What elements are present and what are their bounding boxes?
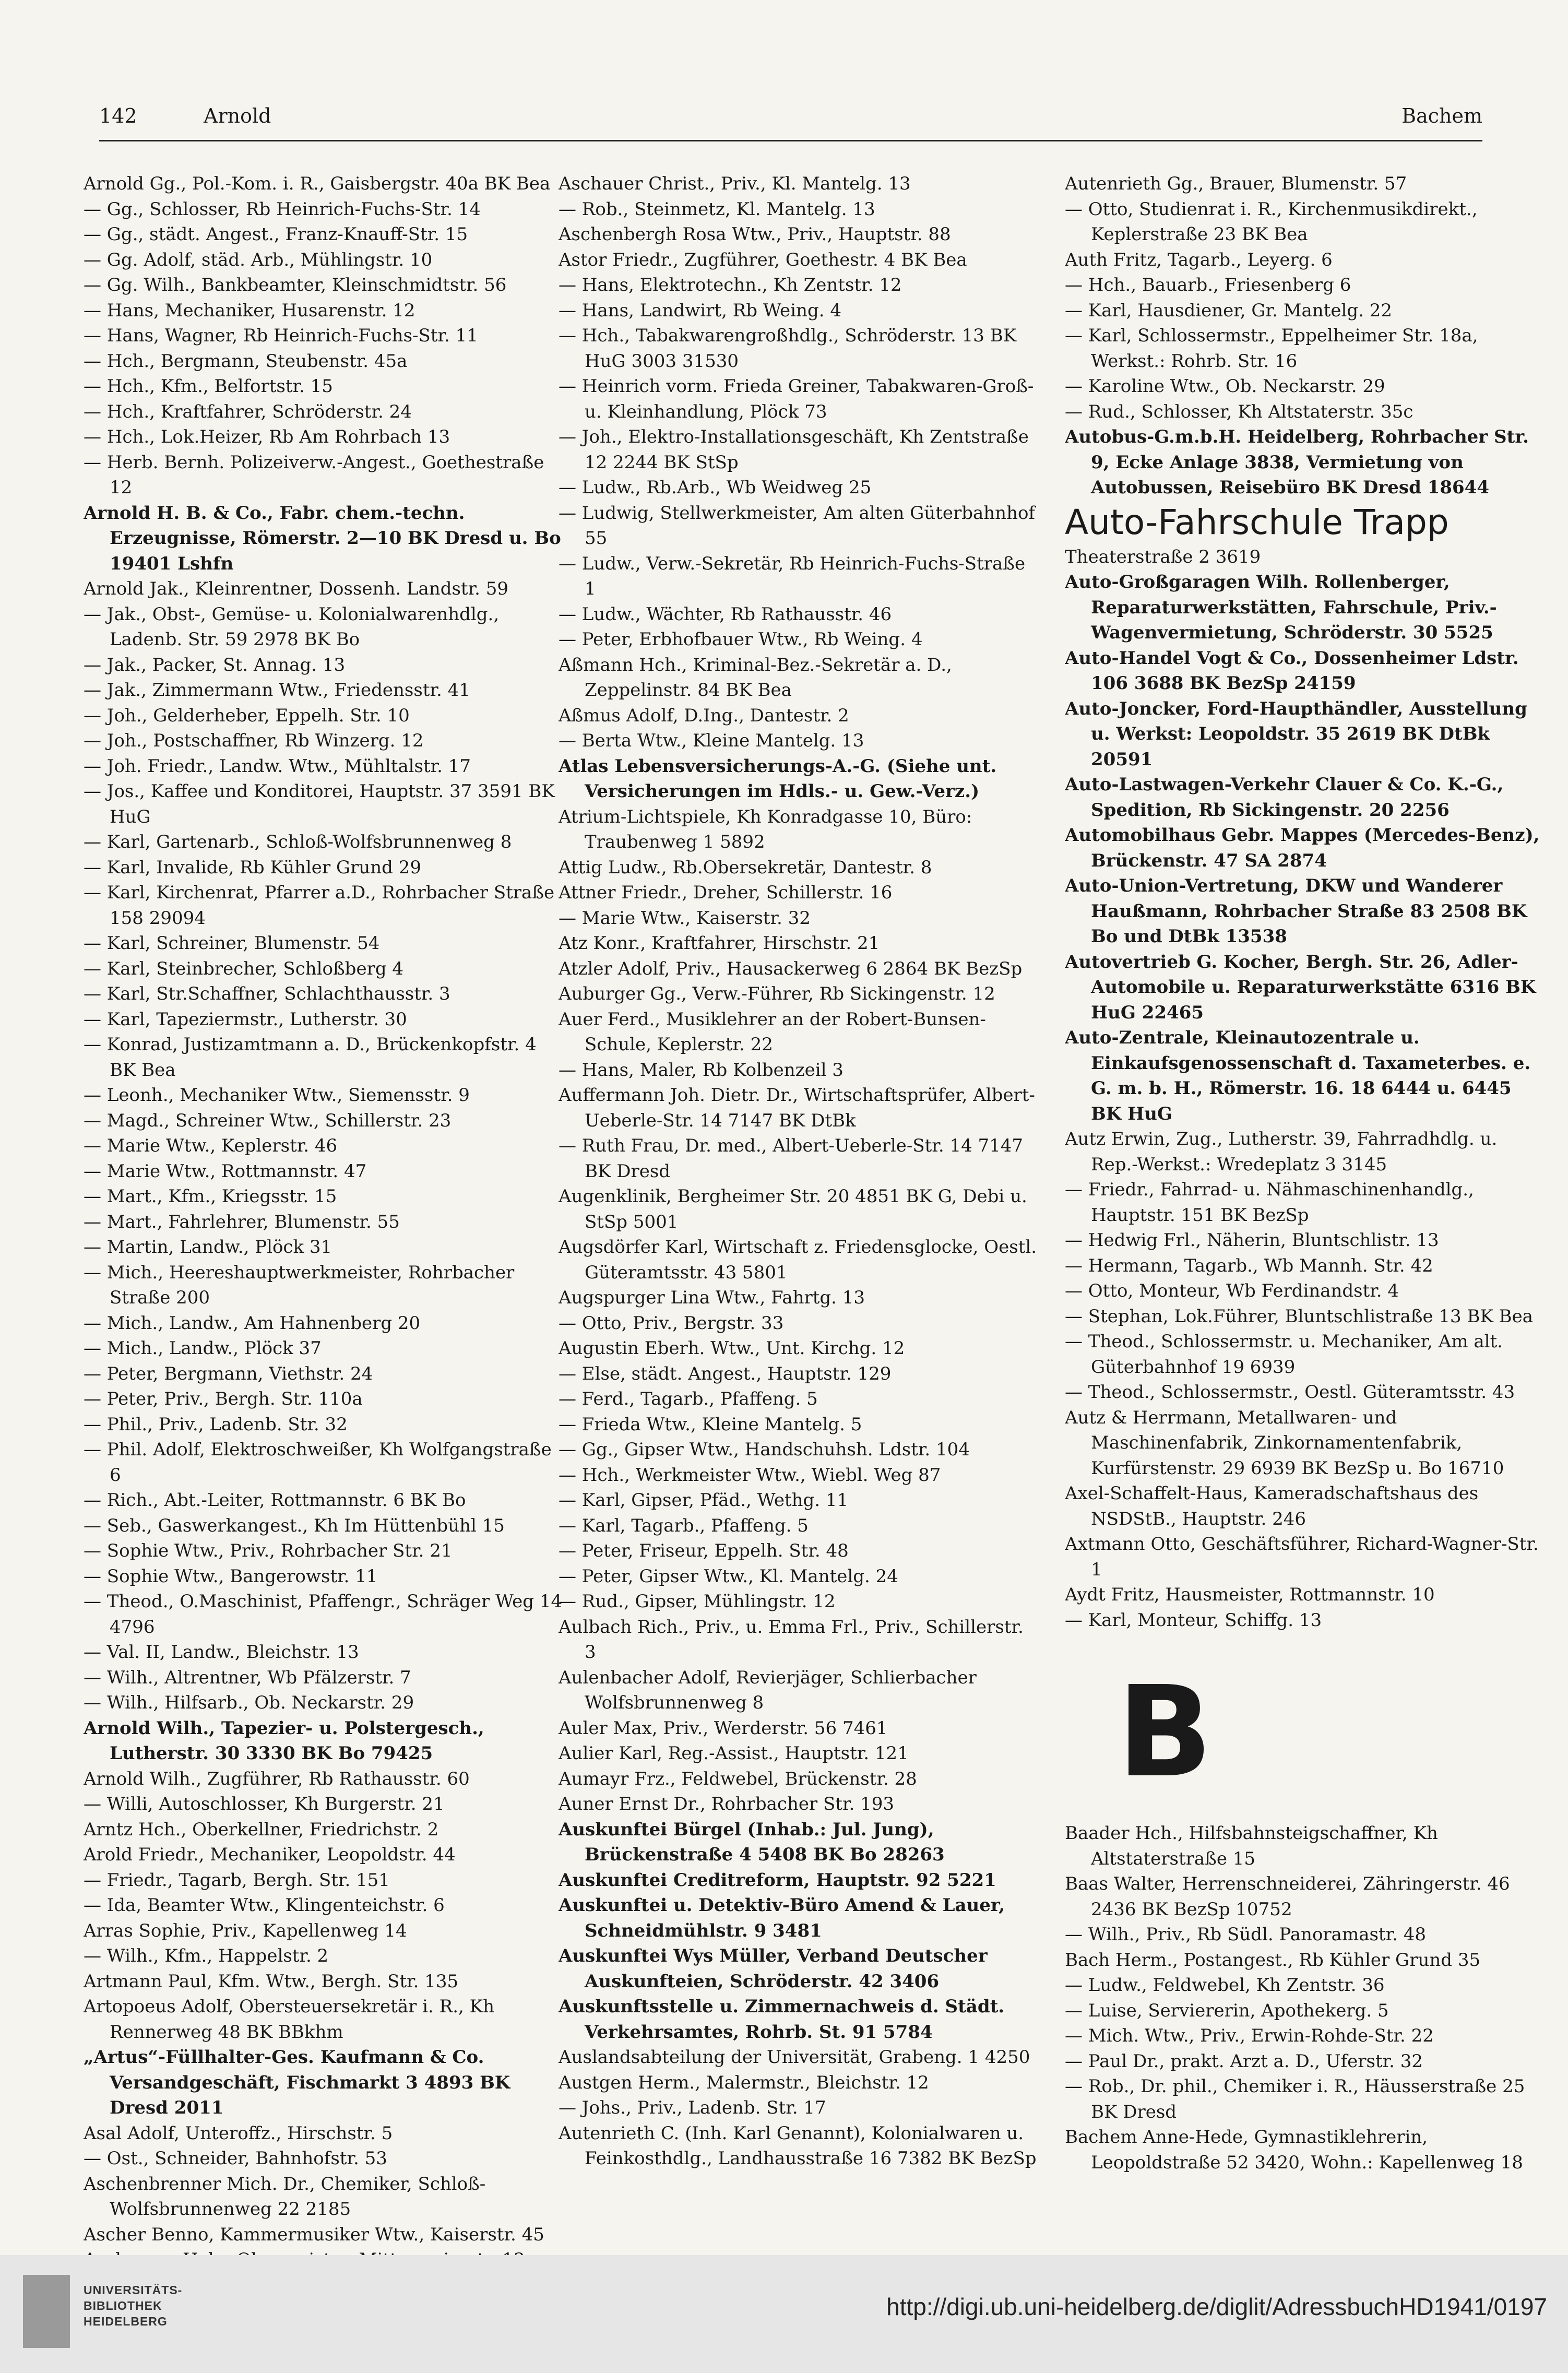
directory-entry: — Mart., Kfm., Kriegsstr. 15 [84, 1186, 337, 1207]
directory-entry: Autz Erwin, Zug., Lutherstr. 39, Fahrradhdlg. u. Rep.-Werkst.: Wredeplatz 3 3145 [1065, 1129, 1498, 1175]
directory-entry: — Jos., Kaffee und Konditorei, Hauptstr. 37 3591 BK HuG [84, 781, 555, 827]
directory-entry: Auffermann Joh. Dietr. Dr., Wirtschaftsprüfer, Albert-Ueberle-Str. 14 7147 BK DtBk [559, 1085, 1035, 1131]
ad-address: Theaterstraße 2 3619 [1065, 546, 1261, 567]
directory-entry: Aßmann Hch., Kriminal-Bez.-Sekretär a. D., Zeppelinstr. 84 BK Bea [559, 654, 952, 701]
directory-entry: — Rud., Gipser, Mühlingstr. 12 [559, 1591, 836, 1612]
left-running-head: Arnold [204, 104, 271, 127]
directory-entry: Attner Friedr., Dreher, Schillerstr. 16 [559, 882, 893, 903]
ad-name: Auto-Fahrschule Trapp [1065, 502, 1449, 542]
directory-entry: — Seb., Gaswerkangest., Kh Im Hüttenbühl 15 [84, 1515, 505, 1536]
directory-entry: Auto-Großgaragen Wilh. Rollenberger, Reparaturwerkstätten, Fahrschule, Priv.-Wagenvermietung, Schröderstr. 30 5525 [1065, 572, 1497, 643]
directory-entry: — Hch., Tabakwarengroßhdlg., Schröderstr. 13 BK HuG 3003 31530 [559, 325, 1017, 372]
directory-entry: — Martin, Landw., Plöck 31 [84, 1237, 332, 1257]
directory-entry: Aydt Fritz, Hausmeister, Rottmannstr. 10 [1065, 1584, 1435, 1605]
directory-entry: Artopoeus Adolf, Obersteuersekretär i. R., Kh Rennerweg 48 BK BBkhm [84, 1996, 494, 2043]
directory-entry: Auler Max, Priv., Werderstr. 56 7461 [559, 1717, 888, 1739]
directory-entry: — Peter, Bergmann, Viethstr. 24 [84, 1363, 373, 1384]
directory-entry: Auner Ernst Dr., Rohrbacher Str. 193 [559, 1794, 894, 1814]
directory-entry: — Gg. Wilh., Bankbeamter, Kleinschmidtstr. 56 [84, 275, 507, 295]
directory-entry: — Frieda Wtw., Kleine Mantelg. 5 [559, 1414, 862, 1435]
directory-entry: — Theod., Schlossermstr., Oestl. Güteramtsstr. 43 [1065, 1382, 1515, 1403]
directory-entry: — Karl, Gartenarb., Schloß-Wolfsbrunnenweg 8 [84, 832, 512, 852]
directory-entry: — Joh., Postschaffner, Rb Winzerg. 12 [84, 730, 424, 751]
header-rule [99, 140, 1482, 141]
directory-entry: Axtmann Otto, Geschäftsführer, Richard-Wagner-Str. 1 [1065, 1534, 1539, 1580]
directory-entry: — Gg., Schlosser, Rb Heinrich-Fuchs-Str. 14 [84, 198, 481, 220]
directory-entry: — Ludw., Rb.Arb., Wb Weidweg 25 [559, 477, 872, 498]
directory-entry: — Magd., Schreiner Wtw., Schillerstr. 23 [84, 1110, 452, 1131]
directory-entry: — Mich., Landw., Am Hahnenberg 20 [84, 1312, 421, 1334]
directory-column-3 [1065, 171, 1540, 2175]
directory-entry: — Ludw., Verw.-Sekretär, Rb Heinrich-Fuchs-Straße 1 [559, 553, 1026, 599]
directory-entry: — Ludw., Wächter, Rb Rathausstr. 46 [559, 603, 892, 625]
directory-entry: — Hch., Kfm., Belfortstr. 15 [84, 376, 333, 397]
directory-entry: Auto-Zentrale, Kleinautozentrale u. Einkaufsgenossenschaft d. Taxameterbes. e. G. m. b. H., Römerstr. 16. 18 6444 u. 6445 BK HuG [1065, 1027, 1531, 1124]
directory-entry: Arnold Wilh., Zugführer, Rb Rathausstr. 60 [84, 1768, 470, 1789]
directory-entry: Automobilhaus Gebr. Mappes (Mercedes-Benz), Brückenstr. 47 SA 2874 [1065, 825, 1540, 871]
directory-entry: — Paul Dr., prakt. Arzt a. D., Uferstr. 32 [1065, 2050, 1423, 2072]
directory-entry: Baas Walter, Herrenschneiderei, Zähringerstr. 46 2436 BK BezSp 10752 [1065, 1873, 1510, 1920]
directory-entry: — Stephan, Lok.Führer, Bluntschlistraße 13 BK Bea [1065, 1306, 1534, 1327]
column-3-part-b [1065, 569, 1540, 1633]
directory-entry: Artmann Paul, Kfm. Wtw., Bergh. Str. 135 [84, 1971, 459, 1992]
directory-entry: — Jak., Packer, St. Annag. 13 [84, 654, 346, 675]
directory-entry: Atlas Lebensversicherungs-A.-G. (Siehe unt. Versicherungen im Hdls.- u. Gew.-Verz.) [559, 755, 997, 802]
directory-entry: Ascher Benno, Kammermusiker Wtw., Kaiserstr. 45 [84, 2224, 544, 2245]
directory-entry: — Marie Wtw., Kaiserstr. 32 [559, 907, 811, 929]
directory-entry: — Karl, Schreiner, Blumenstr. 54 [84, 933, 380, 954]
directory-entry: Auto-Union-Vertretung, DKW und Wanderer Haußmann, Rohrbacher Straße 83 2508 BK Bo und DtBk 13538 [1065, 875, 1527, 947]
directory-entry: — Phil. Adolf, Elektroschweißer, Kh Wolfgangstraße 6 [84, 1439, 552, 1486]
directory-entry: — Wilh., Altrentner, Wb Pfälzerstr. 7 [84, 1667, 411, 1688]
directory-entry: Auth Fritz, Tagarb., Leyerg. 6 [1065, 249, 1333, 270]
directory-entry: Auto-Handel Vogt & Co., Dossenheimer Ldstr. 106 3688 BK BezSp 24159 [1065, 647, 1519, 694]
directory-entry: Auskunftei u. Detektiv-Büro Amend & Lauer, Schneidmühlstr. 9 3481 [559, 1895, 1005, 1941]
directory-entry: — Willi, Autoschlosser, Kh Burgerstr. 21 [84, 1794, 445, 1814]
directory-entry: Axel-Schaffelt-Haus, Kameradschaftshaus des NSDStB., Hauptstr. 246 [1065, 1483, 1479, 1529]
directory-entry: — Ost., Schneider, Bahnhofstr. 53 [84, 2148, 387, 2169]
directory-entry: — Jak., Obst-, Gemüse- u. Kolonialwarenhdlg., Ladenb. Str. 59 2978 BK Bo [84, 603, 500, 650]
directory-entry: Aumayr Frz., Feldwebel, Brückenstr. 28 [559, 1768, 917, 1789]
directory-entry: — Karl, Steinbrecher, Schloßberg 4 [84, 958, 404, 979]
directory-entry: Auburger Gg., Verw.-Führer, Rb Sickingenstr. 12 [559, 983, 995, 1004]
directory-entry: — Karl, Invalide, Rb Kühler Grund 29 [84, 857, 421, 878]
directory-entry: Auto-Joncker, Ford-Haupthändler, Ausstellung u. Werkst: Leopoldstr. 35 2619 BK DtBk 20591 [1065, 698, 1527, 770]
directory-entry: Aulenbacher Adolf, Revierjäger, Schlierbacher Wolfsbrunnenweg 8 [559, 1667, 977, 1713]
directory-entry: Augustin Eberh. Wtw., Unt. Kirchg. 12 [559, 1338, 905, 1359]
directory-entry: — Otto, Priv., Bergstr. 33 [559, 1312, 784, 1334]
directory-entry: — Peter, Erbhofbauer Wtw., Rb Weing. 4 [559, 629, 923, 650]
directory-entry: — Sophie Wtw., Bangerowstr. 11 [84, 1565, 378, 1587]
directory-entry: — Hedwig Frl., Näherin, Bluntschlistr. 13 [1065, 1230, 1439, 1251]
directory-entry: — Hans, Mechaniker, Husarenstr. 12 [84, 300, 415, 321]
directory-entry: — Ludw., Feldwebel, Kh Zentstr. 36 [1065, 1975, 1385, 1996]
directory-entry: Arnold Gg., Pol.-Kom. i. R., Gaisbergstr. 40a BK Bea [84, 173, 551, 194]
directory-entry: „Artus“-Füllhalter-Ges. Kaufmann & Co. Versandgeschäft, Fischmarkt 3 4893 BK Dresd 2011 [84, 2047, 510, 2118]
directory-entry: — Ida, Beamter Wtw., Klingenteichstr. 6 [84, 1895, 445, 1916]
directory-entry: — Joh. Friedr., Landw. Wtw., Mühltalstr. 17 [84, 755, 471, 777]
directory-entry: Aschauer Christ., Priv., Kl. Mantelg. 13 [559, 173, 911, 194]
directory-entry: — Friedr., Fahrrad- u. Nähmaschinenhandlg., Hauptstr. 151 BK BezSp [1065, 1179, 1474, 1226]
directory-entry: Astor Friedr., Zugführer, Goethestr. 4 BK Bea [559, 249, 967, 270]
directory-entry: Autovertrieb G. Kocher, Bergh. Str. 26, Adler-Automobile u. Reparaturwerkstätte 6316 BK HuG 22465 [1065, 951, 1536, 1023]
directory-entry: — Karl, Monteur, Schiffg. 13 [1065, 1609, 1322, 1631]
directory-entry: — Gg., Gipser Wtw., Handschuhsh. Ldstr. 104 [559, 1439, 970, 1460]
directory-entry: Auer Ferd., Musiklehrer an der Robert-Bunsen-Schule, Keplerstr. 22 [559, 1008, 986, 1055]
directory-entry: — Wilh., Kfm., Happelstr. 2 [84, 1945, 329, 1966]
directory-entry: — Hans, Elektrotechn., Kh Zentstr. 12 [559, 275, 902, 295]
directory-entry: Arntz Hch., Oberkellner, Friedrichstr. 2 [84, 1819, 439, 1840]
directory-entry: — Rob., Steinmetz, Kl. Mantelg. 13 [559, 198, 875, 220]
directory-entry: — Wilh., Hilfsarb., Ob. Neckarstr. 29 [84, 1692, 414, 1713]
directory-entry: — Mich. Wtw., Priv., Erwin-Rohde-Str. 22 [1065, 2025, 1434, 2046]
directory-entry: — Otto, Monteur, Wb Ferdinandstr. 4 [1065, 1280, 1399, 1301]
directory-entry: — Hch., Bauarb., Friesenberg 6 [1065, 275, 1351, 295]
directory-entry: — Johs., Priv., Ladenb. Str. 17 [559, 2097, 826, 2118]
directory-entry: Auskunftei Wys Müller, Verband Deutscher Auskunfteien, Schröderstr. 42 3406 [559, 1945, 988, 1992]
directory-entry: — Joh., Elektro-Installationsgeschäft, Kh Zentstraße 12 2244 BK StSp [559, 426, 1029, 473]
page-number: 142 [99, 104, 137, 127]
directory-entry: Atzler Adolf, Priv., Hausackerweg 6 2864 BK BezSp [559, 958, 1023, 979]
directory-entry: — Jak., Zimmermann Wtw., Friedensstr. 41 [84, 680, 470, 701]
directory-entry: — Otto, Studienrat i. R., Kirchenmusikdirekt., Keplerstraße 23 BK Bea [1065, 198, 1478, 245]
directory-entry: Autz & Herrmann, Metallwaren- und Maschinenfabrik, Zinkornamentenfabrik, Kurfürstenstr. 29 6939 BK BezSp u. Bo 16710 [1065, 1407, 1504, 1479]
directory-entry: Asal Adolf, Unteroffz., Hirschstr. 5 [84, 2122, 393, 2144]
directory-entry: — Gg. Adolf, städ. Arb., Mühlingstr. 10 [84, 249, 433, 270]
directory-entry: Aßmus Adolf, D.Ing., Dantestr. 2 [559, 705, 849, 726]
directory-entry: Augsdörfer Karl, Wirtschaft z. Friedensglocke, Oestl. Güteramtsstr. 43 5801 [559, 1237, 1037, 1283]
directory-entry: — Konrad, Justizamtmann a. D., Brückenkopfstr. 4 BK Bea [84, 1034, 537, 1081]
section-letter: B [1117, 1659, 1213, 1805]
directory-entry: — Rich., Abt.-Leiter, Rottmannstr. 6 BK Bo [84, 1490, 466, 1511]
directory-entry: — Marie Wtw., Rottmannstr. 47 [84, 1160, 367, 1182]
directory-entry: — Ruth Frau, Dr. med., Albert-Ueberle-Str. 14 7147 BK Dresd [559, 1135, 1024, 1182]
directory-entry: — Sophie Wtw., Priv., Rohrbacher Str. 21 [84, 1540, 453, 1561]
directory-entry: Autenrieth Gg., Brauer, Blumenstr. 57 [1065, 173, 1407, 194]
right-running-head: Bachem [1401, 104, 1482, 127]
directory-entry: Atrium-Lichtspiele, Kh Konradgasse 10, Büro: Traubenweg 1 5892 [559, 806, 972, 852]
directory-column-1 [84, 171, 563, 2273]
driving-school-advertisement [1065, 501, 1519, 570]
directory-entry: — Joh., Gelderheber, Eppelh. Str. 10 [84, 705, 410, 726]
directory-entry: — Leonh., Mechaniker Wtw., Siemensstr. 9 [84, 1085, 470, 1106]
directory-entry: — Mich., Heereshauptwerkmeister, Rohrbacher Straße 200 [84, 1262, 515, 1308]
directory-entry: Aulbach Rich., Priv., u. Emma Frl., Priv., Schillerstr. 3 [559, 1616, 1024, 1663]
directory-entry: — Heinrich vorm. Frieda Greiner, Tabakwaren-Groß- u. Kleinhandlung, Plöck 73 [559, 376, 1034, 422]
directory-entry: — Karl, Kirchenrat, Pfarrer a.D., Rohrbacher Straße 158 29094 [84, 882, 555, 929]
directory-entry: — Karl, Tapeziermstr., Lutherstr. 30 [84, 1008, 407, 1030]
directory-entry: — Wilh., Priv., Rb Südl. Panoramastr. 48 [1065, 1924, 1426, 1945]
column-3-part-c [1065, 1821, 1525, 2175]
directory-entry: Austgen Herm., Malermstr., Bleichstr. 12 [559, 2072, 929, 2093]
directory-entry: — Karoline Wtw., Ob. Neckarstr. 29 [1065, 376, 1385, 397]
directory-entry: — Else, städt. Angest., Hauptstr. 129 [559, 1363, 892, 1384]
directory-entry: Baader Hch., Hilfsbahnsteigschaffner, Kh Altstaterstraße 15 [1065, 1823, 1438, 1869]
directory-entry: Auskunftsstelle u. Zimmernachweis d. Städt. Verkehrsamtes, Rohrb. St. 91 5784 [559, 1996, 1005, 2043]
directory-entry: — Hans, Landwirt, Rb Weing. 4 [559, 300, 841, 321]
directory-entry: — Luise, Serviererin, Apothekerg. 5 [1065, 2000, 1389, 2021]
directory-entry: — Friedr., Tagarb, Bergh. Str. 151 [84, 1869, 390, 1891]
directory-entry: Arnold Wilh., Tapezier- u. Polstergesch., Lutherstr. 30 3330 BK Bo 79425 [84, 1717, 484, 1764]
directory-entry: — Karl, Gipser, Pfäd., Wethg. 11 [559, 1490, 849, 1511]
column-3-part-a [1065, 171, 1529, 501]
directory-entry: — Rud., Schlosser, Kh Altstaterstr. 35c [1065, 401, 1413, 422]
library-logo-icon [23, 2275, 70, 2348]
directory-entry: — Karl, Tagarb., Pfaffeng. 5 [559, 1515, 809, 1536]
directory-entry: — Hch., Kraftfahrer, Schröderstr. 24 [84, 401, 412, 422]
directory-entry: Auto-Lastwagen-Verkehr Clauer & Co. K.-G., Spedition, Rb Sickingenstr. 20 2256 [1065, 774, 1504, 821]
directory-entry: — Marie Wtw., Keplerstr. 46 [84, 1135, 338, 1156]
directory-entry: — Mart., Fahrlehrer, Blumenstr. 55 [84, 1211, 400, 1232]
directory-entry: — Peter, Priv., Bergh. Str. 110a [84, 1389, 363, 1409]
directory-entry: — Ferd., Tagarb., Pfaffeng. 5 [559, 1389, 818, 1409]
directory-entry: — Karl, Schlossermstr., Eppelheimer Str. 18a, Werkst.: Rohrb. Str. 16 [1065, 325, 1478, 372]
directory-entry: Arnold H. B. & Co., Fabr. chem.-techn. Erzeugnisse, Römerstr. 2—10 BK Dresd u. Bo 19401 Lshfn [84, 502, 561, 574]
directory-entry: — Rob., Dr. phil., Chemiker i. R., Häusserstraße 25 BK Dresd [1065, 2076, 1525, 2122]
directory-entry: — Karl, Str.Schaffner, Schlachthausstr. 3 [84, 983, 450, 1004]
directory-entry: — Karl, Hausdiener, Gr. Mantelg. 22 [1065, 300, 1392, 321]
section-letter-block [1065, 1633, 1519, 1821]
directory-entry: Bach Herm., Postangest., Rb Kühler Grund 35 [1065, 1949, 1481, 1971]
directory-entry: Arras Sophie, Priv., Kapellenweg 14 [84, 1920, 407, 1941]
directory-entry: Aschenbrenner Mich. Dr., Chemiker, Schloß-Wolfsbrunnenweg 22 2185 [84, 2173, 486, 2220]
directory-entry: Auslandsabteilung der Universität, Grabeng. 1 4250 [559, 2047, 1030, 2068]
directory-entry: — Hermann, Tagarb., Wb Mannh. Str. 42 [1065, 1255, 1433, 1276]
directory-entry: — Theod., Schlossermstr. u. Mechaniker, Am alt. Güterbahnhof 19 6939 [1065, 1331, 1503, 1378]
directory-entry: Aulier Karl, Reg.-Assist., Hauptstr. 121 [559, 1743, 909, 1764]
directory-entry: — Berta Wtw., Kleine Mantelg. 13 [559, 730, 864, 751]
directory-entry: — Peter, Friseur, Eppelh. Str. 48 [559, 1540, 849, 1561]
directory-entry: — Val. II, Landw., Bleichstr. 13 [84, 1642, 359, 1663]
directory-entry: — Hans, Maler, Rb Kolbenzeil 3 [559, 1059, 844, 1081]
directory-entry: Arold Friedr., Mechaniker, Leopoldstr. 44 [84, 1844, 456, 1865]
directory-entry: Augenklinik, Bergheimer Str. 20 4851 BK G, Debi u. StSp 5001 [559, 1186, 1027, 1232]
directory-entry: Autenrieth C. (Inh. Karl Genannt), Kolonialwaren u. Feinkosthdlg., Landhausstraße 16 7382 BK BezSp [559, 2122, 1037, 2169]
directory-entry: Attig Ludw., Rb.Obersekretär, Dantestr. 8 [559, 857, 932, 878]
directory-entry: Arnold Jak., Kleinrentner, Dossenh. Landstr. 59 [84, 578, 508, 599]
directory-entry: Auskunftei Bürgel (Inhab.: Jul. Jung), Brückenstraße 4 5408 BK Bo 28263 [559, 1819, 945, 1865]
library-name: UNIVERSITÄTS- BIBLIOTHEK HEIDELBERG [84, 2283, 183, 2328]
directory-entry: — Ludwig, Stellwerkmeister, Am alten Güterbahnhof 55 [559, 502, 1036, 549]
directory-entry: — Hch., Werkmeister Wtw., Wiebl. Weg 87 [559, 1464, 941, 1486]
directory-entry: Autobus-G.m.b.H. Heidelberg, Rohrbacher Str. 9, Ecke Anlage 3838, Vermietung von Autobussen, Reisebüro BK Dresd 18644 [1065, 426, 1529, 498]
directory-entry: Auskunftei Creditreform, Hauptstr. 92 5221 [559, 1869, 996, 1891]
directory-entry: — Hch., Bergmann, Steubenstr. 45a [84, 350, 408, 372]
directory-entry: Aschenbergh Rosa Wtw., Priv., Hauptstr. 88 [559, 224, 951, 245]
directory-entry: — Theod., O.Maschinist, Pfaffengr., Schräger Weg 14 4796 [84, 1591, 563, 1638]
directory-entry: — Peter, Gipser Wtw., Kl. Mantelg. 24 [559, 1565, 898, 1587]
source-url-link[interactable]: http://digi.ub.uni-heidelberg.de/diglit/AdressbuchHD1941/0197 [886, 2293, 1547, 2320]
directory-column-2 [559, 171, 1037, 2172]
directory-entry: — Hch., Lok.Heizer, Rb Am Rohrbach 13 [84, 426, 450, 447]
footer-bar [0, 2255, 1568, 2373]
directory-entry: — Mich., Landw., Plöck 37 [84, 1338, 322, 1359]
directory-entry: — Herb. Bernh. Polizeiverw.-Angest., Goethestraße 12 [84, 452, 544, 498]
directory-entry: Atz Konr., Kraftfahrer, Hirschstr. 21 [559, 933, 880, 954]
directory-entry: — Phil., Priv., Ladenb. Str. 32 [84, 1414, 348, 1435]
directory-entry: Bachem Anne-Hede, Gymnastiklehrerin, Leopoldstraße 52 3420, Wohn.: Kapellenweg 18 [1065, 2127, 1523, 2173]
page-header [99, 104, 1482, 136]
directory-entry: Augspurger Lina Wtw., Fahrtg. 13 [559, 1287, 865, 1308]
directory-entry: — Gg., städt. Angest., Franz-Knauff-Str. 15 [84, 224, 468, 245]
directory-entry: — Hans, Wagner, Rb Heinrich-Fuchs-Str. 11 [84, 325, 478, 346]
